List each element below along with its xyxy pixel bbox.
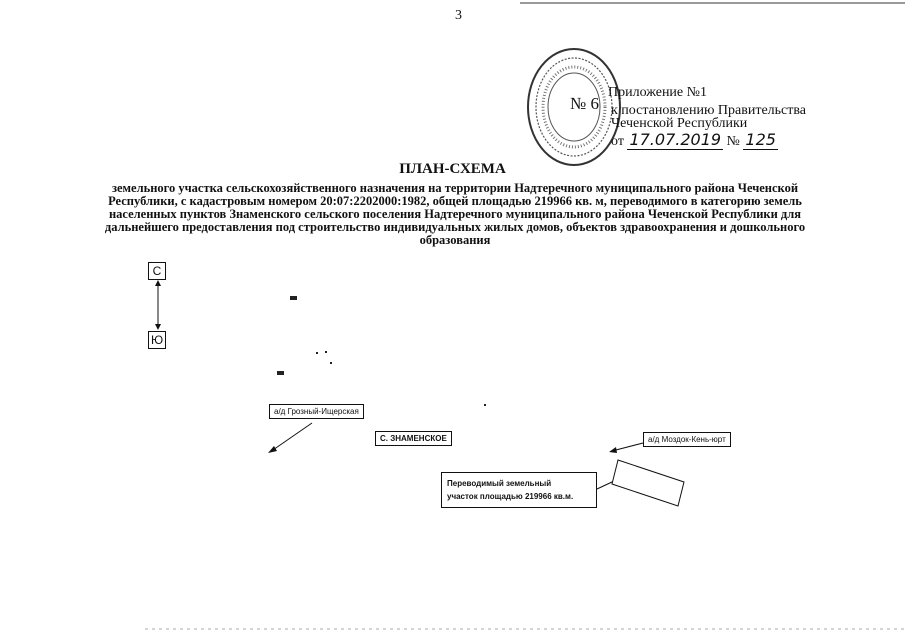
document-description: земельного участка сельскохозяйственного назначения на территории Надтеречного муниципального района Чеченской Республики, с кадастровым номером 20:07:2202000:1982, общей площадью 219966 кв. м, переводимого в категорию земель населенных пунктов Знаменского сельского поселения Надтеречного муниципального района Чеченской Республики для дальнейшего предоставления под строительство индивидуальных жилых домов, объектов здравоохранения и дошкольного образования: [104, 181, 806, 247]
parcel-shape: [608, 452, 688, 514]
parcel-label-line-2: участок площадью 219966 кв.м.: [447, 492, 574, 501]
parcel-label: [441, 472, 597, 508]
number-value: 125: [745, 130, 776, 149]
date-prefix: от: [611, 134, 624, 149]
appendix-line-2: к постановлению Правительства: [611, 103, 807, 118]
page-number: 3: [455, 8, 462, 23]
appendix-title: Приложение №1: [608, 85, 707, 100]
road-label-mozdok: а/д Моздок-Кень-юрт: [643, 432, 731, 447]
document-title: ПЛАН-СХЕМА: [399, 161, 506, 177]
number-prefix: №: [726, 134, 740, 149]
stamp-number: № 6: [570, 94, 599, 113]
appendix-line-3: Чеченской Республики: [611, 116, 748, 131]
date-value: 17.07.2019: [629, 130, 722, 149]
village-label: С. ЗНАМЕНСКОЕ: [375, 431, 452, 446]
road-label-grozny: а/д Грозный-Ищерская: [269, 404, 364, 419]
compass-north: С: [148, 262, 166, 280]
compass-south: Ю: [148, 331, 166, 349]
parcel-label-line-1: Переводимый земельный: [447, 479, 552, 488]
